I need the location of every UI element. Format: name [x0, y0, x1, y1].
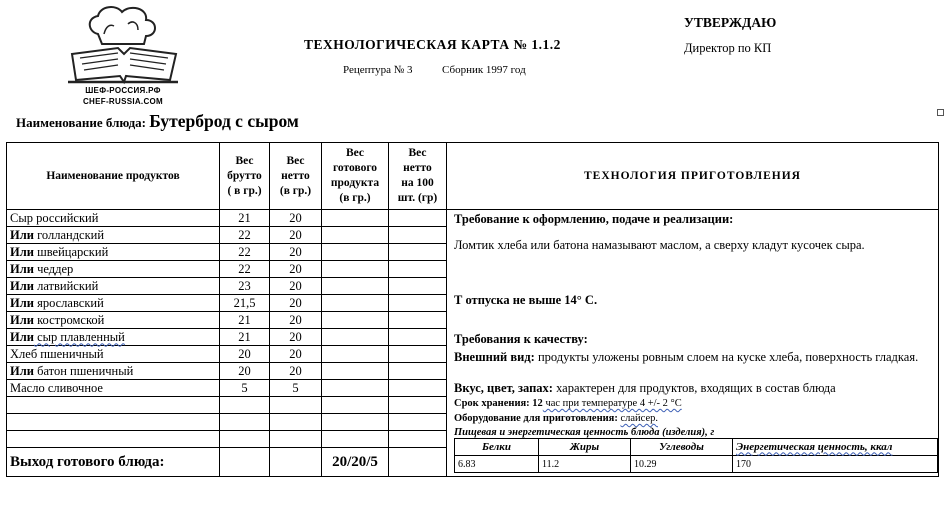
- nutrition-header: Белки: [455, 439, 539, 456]
- gross-value: 21: [220, 329, 270, 346]
- product-name: Хлеб пшеничный: [7, 346, 220, 363]
- tech-card-table: [6, 142, 939, 477]
- chef-book-logo-icon: [58, 4, 188, 86]
- product-name: Или чеддер: [7, 261, 220, 278]
- output-label: Выход готового блюда:: [7, 448, 220, 477]
- nutrition-header: Жиры: [539, 439, 631, 456]
- col-net: Вес нетто (в гр.): [270, 143, 322, 210]
- technology-cell: [447, 210, 939, 477]
- appearance: Внешний вид: продукты уложены ровным слоем на куске хлеба, поверхность гладкая.: [454, 350, 919, 364]
- gross-value: 22: [220, 227, 270, 244]
- product-name: Масло сливочное: [7, 380, 220, 397]
- nutrition-title: Пищевая и энергетическая ценность блюда (изделия), г: [454, 427, 715, 438]
- col-ready: Вес готового продукта (в гр.): [322, 143, 389, 210]
- product-name: Или голландский: [7, 227, 220, 244]
- serving-temperature: Т отпуска не выше 14° С.: [454, 293, 598, 307]
- gross-value: 21: [220, 312, 270, 329]
- table-row: [7, 210, 939, 227]
- col-net-100: Вес нетто на 100 шт. (гр): [389, 143, 447, 210]
- product-name: Или костромской: [7, 312, 220, 329]
- nutrition-header: Энергетическая ценность, ккал: [733, 439, 938, 456]
- nutrition-value: 11.2: [539, 456, 631, 473]
- recipe-number: Рецептура № 3: [343, 64, 413, 76]
- equipment: Оборудование для приготовления: слайсер.: [454, 413, 658, 424]
- net-value: 20: [270, 261, 322, 278]
- serving-text: Ломтик хлеба или батона намазывают маслом, а сверху кладут кусочек сыра.: [454, 238, 865, 252]
- net-value: 20: [270, 329, 322, 346]
- dish-name-row: [16, 111, 299, 132]
- net-value: 20: [270, 227, 322, 244]
- gross-value: 20: [220, 346, 270, 363]
- net-value: 20: [270, 346, 322, 363]
- output-value: 20/20/5: [322, 448, 389, 477]
- product-name: Или латвийский: [7, 278, 220, 295]
- net-value: 20: [270, 278, 322, 295]
- product-name: Или швейцарский: [7, 244, 220, 261]
- col-tech: ТЕХНОЛОГИЯ ПРИГОТОВЛЕНИЯ: [447, 143, 939, 210]
- product-name: Или сыр плавленный: [7, 329, 220, 346]
- net-value: 20: [270, 244, 322, 261]
- product-name: Или батон пшеничный: [7, 363, 220, 380]
- nutrition-value: 170: [733, 456, 938, 473]
- net-value: 20: [270, 312, 322, 329]
- nutrition-value-row: [455, 456, 938, 473]
- product-name: Или ярославский: [7, 295, 220, 312]
- gross-value: 22: [220, 244, 270, 261]
- card-title: ТЕХНОЛОГИЧЕСКАЯ КАРТА № 1.1.2: [304, 37, 561, 52]
- approve-label: УТВЕРЖДАЮ: [684, 15, 777, 30]
- nutrition-table: [454, 438, 938, 473]
- net-value: 20: [270, 295, 322, 312]
- net-value: 5: [270, 380, 322, 397]
- logo: [58, 4, 188, 108]
- logo-line-2: CHEF-RUSSIA.COM: [82, 97, 164, 106]
- gross-value: 21: [220, 210, 270, 227]
- gross-value: 5: [220, 380, 270, 397]
- logo-line-1: ШЕФ-РОССИЯ.РФ: [85, 86, 161, 95]
- product-name: Сыр российский: [7, 210, 220, 227]
- nutrition-header: Углеводы: [631, 439, 733, 456]
- nutrition-header-row: [455, 439, 938, 456]
- dish-name: Бутерброд с сыром: [149, 111, 299, 131]
- director-label: Директор по КП: [684, 41, 772, 55]
- anchor-square: [937, 109, 944, 116]
- net-value: 20: [270, 363, 322, 380]
- gross-value: 22: [220, 261, 270, 278]
- gross-value: 23: [220, 278, 270, 295]
- serving-title: Требование к оформлению, подаче и реализации:: [454, 212, 734, 226]
- dish-label: Наименование блюда:: [16, 115, 146, 130]
- net-value: 20: [270, 210, 322, 227]
- nutrition-value: 6.83: [455, 456, 539, 473]
- collection-year: Сборник 1997 год: [442, 64, 526, 76]
- taste: Вкус, цвет, запах: характерен для продуктов, входящих в состав блюда: [454, 381, 836, 395]
- table-header-row: [7, 143, 939, 210]
- quality-title: Требования к качеству:: [454, 332, 588, 346]
- storage: Срок хранения: 12 час при температуре 4 +/- 2 °С: [454, 398, 682, 409]
- col-product: Наименование продуктов: [7, 143, 220, 210]
- gross-value: 20: [220, 363, 270, 380]
- nutrition-value: 10.29: [631, 456, 733, 473]
- col-gross: Вес брутто ( в гр.): [220, 143, 270, 210]
- gross-value: 21,5: [220, 295, 270, 312]
